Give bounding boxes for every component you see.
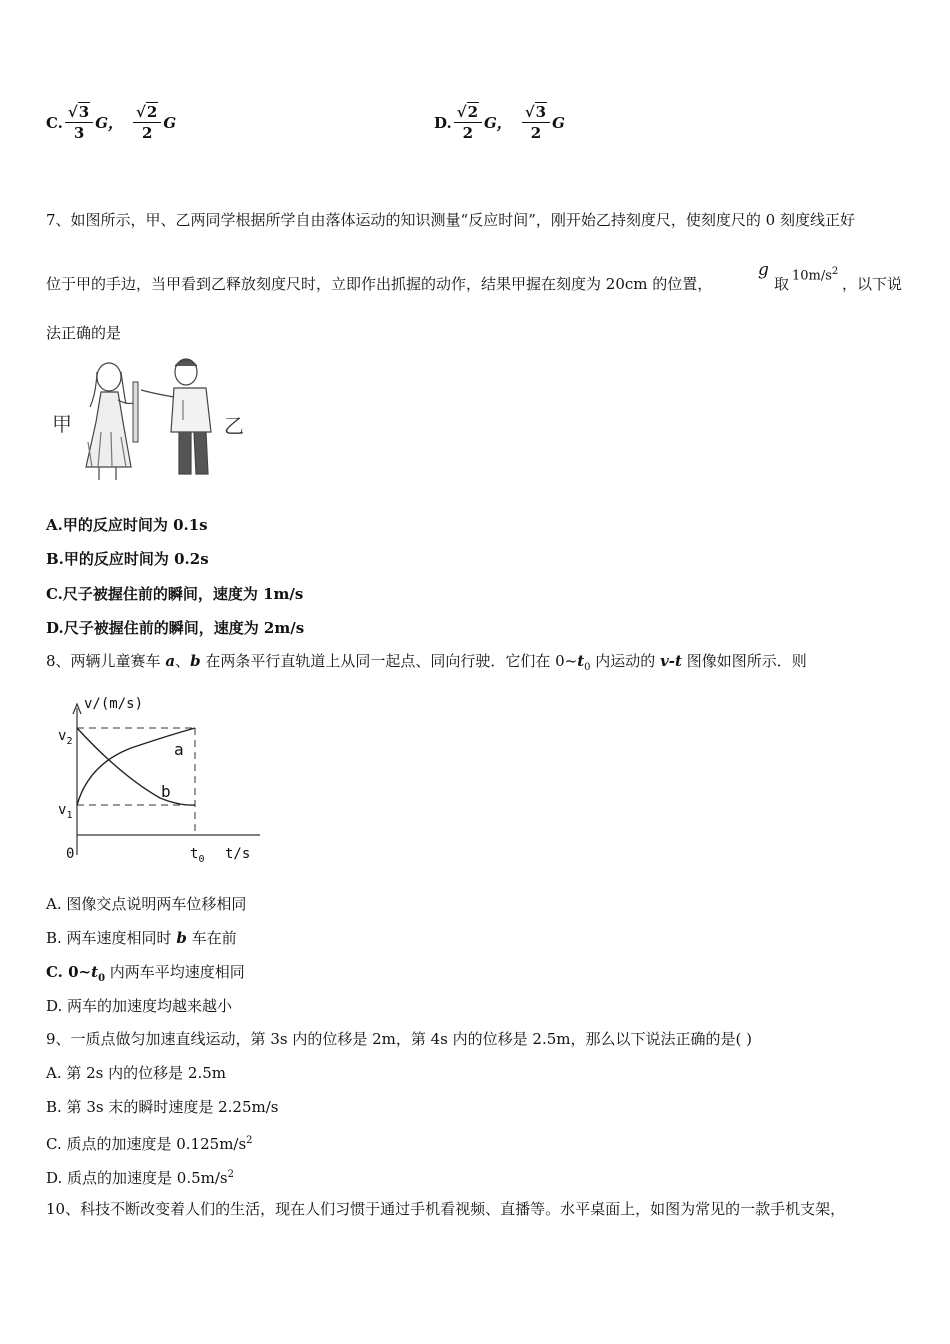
fraction-sqrt3-over-2: $\frac{√3}{2}$ [522,102,550,143]
fraction-sqrt2-over-2: $\frac{√2}{2}$ [133,102,161,143]
q8-stem: 8、两辆儿童赛车 a、b 在两条平行直轨道上从同一起点、同向行驶．它们在 $0\sim t_0$ 内运动的 v-t 图像如图所示．则 [46,652,807,673]
option-label: D. [434,113,452,132]
q7-option-b: B.甲的反应时间为 0.2s [46,550,209,568]
q8-option-a: A. 图像交点说明两车位移相同 [46,895,247,913]
q9-option-a: A. 第 2s 内的位移是 2.5m [46,1064,226,1082]
q9-option-d: D. 质点的加速度是 $0.5m/s^2$ [46,1169,235,1187]
q9-option-b: B. 第 3s 末的瞬时速度是 2.25m/s [46,1098,279,1116]
symbol-g: G [552,113,565,132]
q8-vt-graph [50,690,260,870]
tick-t0: $t_0$ [190,846,205,865]
boy-illustration [141,359,211,474]
vt-label: v-t [660,652,682,670]
q7-stem-line3: 法正确的是 [46,324,122,342]
q10-stem: 10、科技不断改变着人们的生活，现在人们习惯于通过手机看视频、直播等。水平桌面上，如图为常见的一款手机支架， [46,1200,846,1218]
option-label: C. [46,113,63,132]
q6-option-c [46,102,176,143]
denominator: 2 [462,124,474,142]
q9-option-c: C. 质点的加速度是 $0.125m/s^2$ [46,1135,253,1153]
q7-option-d: D.尺子被握住前的瞬间，速度为 2m/s [46,619,305,637]
q7-option-a: A.甲的反应时间为 0.1s [46,516,208,534]
q7-stem-text: 位于甲的手边，当甲看到乙释放刻度尺时，立即作出抓握的动作，结果甲握在刻度为 20cm 的位置， [46,275,713,293]
y-axis-label: v/(m/s) [84,696,144,712]
symbol-g: g [758,260,769,280]
denominator: 3 [73,124,85,142]
q8-option-c: C. $0\sim t_0$ 内两车平均速度相同 [46,963,245,984]
radicand: 2 [467,103,478,121]
ruler [133,382,138,442]
tick-v2: $v_2$ [58,728,73,747]
car-a: a [165,652,176,670]
fraction-sqrt3-over-3: $\frac{√3}{3}$ [65,102,93,143]
symbol-g: G， [95,114,124,132]
q7-qu-text: 取 [774,275,790,293]
fraction-sqrt2-over-2: $\frac{√2}{2}$ [454,102,482,143]
q8-option-b: B. 两车速度相同时 b 车在前 [46,929,237,947]
vt-graph-axes [50,690,260,870]
origin-label: 0 [66,846,75,862]
gravity-value: $10m/s^2$ [792,266,839,284]
q8-option-d: D. 两车的加速度均越来越小 [46,997,233,1015]
curve-a-label: a [174,740,184,759]
q6-option-d [434,102,565,143]
q9-stem: 9、一质点做匀加速直线运动，第 3s 内的位移是 2m，第 4s 内的位移是 2.5m，那么以下说法正确的是( ) [46,1030,752,1048]
symbol-g: G [163,113,177,132]
car-b: b [190,652,201,670]
q7-stem-tail: ，以下说 [842,275,903,293]
denominator: 2 [530,124,542,142]
figure-label-jia: 甲 [52,412,72,436]
denominator: 2 [141,124,153,142]
q7-option-c: C.尺子被握住前的瞬间，速度为 1m/s [46,585,304,603]
radicand: 2 [146,103,158,121]
symbol-g: G， [484,114,512,132]
figure-label-yi: 乙 [224,414,244,438]
x-axis-label: t/s [225,846,251,862]
girl-illustration [86,363,138,480]
tick-v1: $v_1$ [58,802,73,821]
radicand: 3 [78,103,90,121]
q7-stem-line1: 7、如图所示，甲、乙两同学根据所学自由落体运动的知识测量“反应时间”，刚开始乙持刻度尺，使刻度尺的 0 刻度线正好 [46,211,855,229]
radicand: 3 [535,103,547,121]
curve-b-label: b [161,782,171,801]
